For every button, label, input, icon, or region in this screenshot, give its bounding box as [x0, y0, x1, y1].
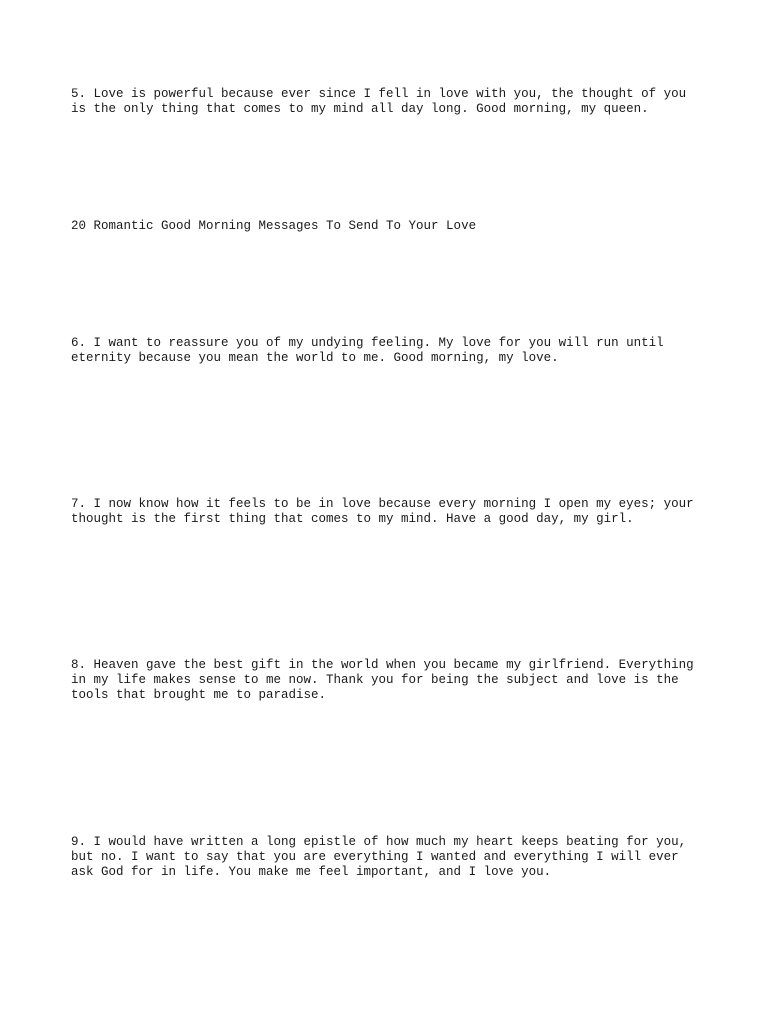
paragraph-message-9 [71, 835, 711, 880]
text-line: eternity because you mean the world to me. Good morning, my love. [71, 351, 559, 365]
text-line: but no. I want to say that you are everything I wanted and everything I will ever [71, 850, 679, 864]
section-heading [71, 219, 711, 234]
text-line: 6. I want to reassure you of my undying feeling. My love for you will run until [71, 336, 664, 350]
paragraph-message-5 [71, 87, 711, 117]
text-line: 8. Heaven gave the best gift in the world when you became my girlfriend. Everything [71, 658, 694, 672]
text-line: in my life makes sense to me now. Thank you for being the subject and love is the [71, 673, 679, 687]
paragraph-message-8 [71, 658, 711, 703]
text-line: thought is the first thing that comes to my mind. Have a good day, my girl. [71, 512, 634, 526]
text-line: 9. I would have written a long epistle of how much my heart keeps beating for you, [71, 835, 687, 849]
text-line: 5. Love is powerful because ever since I fell in love with you, the thought of you [71, 87, 687, 101]
text-line: tools that brought me to paradise. [71, 688, 327, 702]
text-line: 7. I now know how it feels to be in love because every morning I open my eyes; your [71, 497, 694, 511]
text-line: ask God for in life. You make me feel important, and I love you. [71, 865, 552, 879]
paragraph-message-7 [71, 497, 711, 527]
text-line: is the only thing that comes to my mind all day long. Good morning, my queen. [71, 102, 649, 116]
text-line: 20 Romantic Good Morning Messages To Send To Your Love [71, 219, 477, 233]
paragraph-message-6 [71, 336, 711, 366]
